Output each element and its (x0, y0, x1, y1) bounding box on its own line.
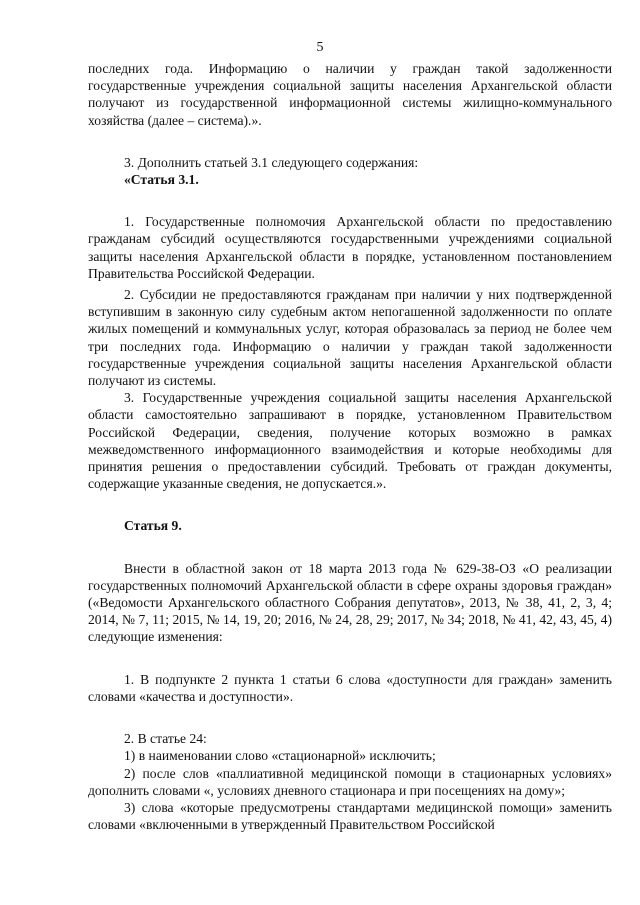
article-9-intro: Внести в областной закон от 18 марта 2013 года № 629-38-ОЗ «О реализации государственных полномочий Архангельской области в сфере охраны здоровья граждан» («Ведомости Архангельского областного Собрания депутатов», 2013, № 38, 41, 2, 3, 4; 2014, № 7, 11; 2015, № 14, 19, 20; 2016, № 24, 28, 29; 2017, № 34; 2018, № 41, 42, 43, 45, 4) следующие изменения: (88, 560, 612, 645)
amendment-item-3: 3. Дополнить статьей 3.1 следующего содержания: (124, 154, 419, 170)
document-body (88, 60, 612, 833)
article-heading-9: Статья 9. (124, 518, 182, 534)
article-9-item-2-sub-1: 1) в наименовании слово «стационарной» исключить; (124, 748, 436, 764)
article-heading-3-1: «Статья 3.1. (124, 172, 199, 188)
article-9-item-2: 2. В статье 24: (124, 731, 207, 747)
article-3-1-clause-2: 2. Субсидии не предоставляются гражданам при наличии у них подтвержденной вступившим в законную силу судебным актом непогашенной задолженности по оплате жилых помещений и коммунальных услуг, которая образовалась за период не более чем три последних года. Информацию о наличии у граждан такой задолженности государственные учреждения социальной защиты населения Архангельской области получают из системы. (88, 287, 612, 389)
article-9-item-2-sub-2: 2) после слов «паллиативной медицинской помощи в стационарных условиях» дополнить словами «, условиях дневного стационара и при посещениях на дому»; (88, 765, 612, 798)
article-3-1-clause-3: 3. Государственные учреждения социальной защиты населения Архангельской области самостоятельно запрашивают в порядке, установленном Правительством Российской Федерации, сведения, получение которых возможно в рамках межведомственного информационного взаимодействия и которые необходимы для принятия решения о предоставлении субсидий. Требовать от граждан документы, содержащие указанные сведения, не допускается.». (88, 390, 612, 492)
article-3-1-clause-1: 1. Государственные полномочия Архангельской области по предоставлению гражданам субсидий осуществляются государственными учреждениями социальной защиты населения Архангельской области в порядке, установленном постановлением Правительства Российской Федерации. (88, 214, 612, 281)
article-9-item-2-sub-3: 3) слова «которые предусмотрены стандартами медицинской помощи» заменить словами «включенными в утвержденный Правительством Российской (88, 799, 612, 833)
paragraph-continuation: последних года. Информацию о наличии у граждан такой задолженности государственные учреждения социальной защиты населения Архангельской области получают из государственной информационной системы жилищно-коммунального хозяйства (далее – система).». (88, 61, 612, 128)
article-9-item-1: 1. В подпункте 2 пункта 1 статьи 6 слова «доступности для граждан» заменить словами «качества и доступности». (88, 671, 612, 704)
page-number: 5 (316, 40, 324, 55)
